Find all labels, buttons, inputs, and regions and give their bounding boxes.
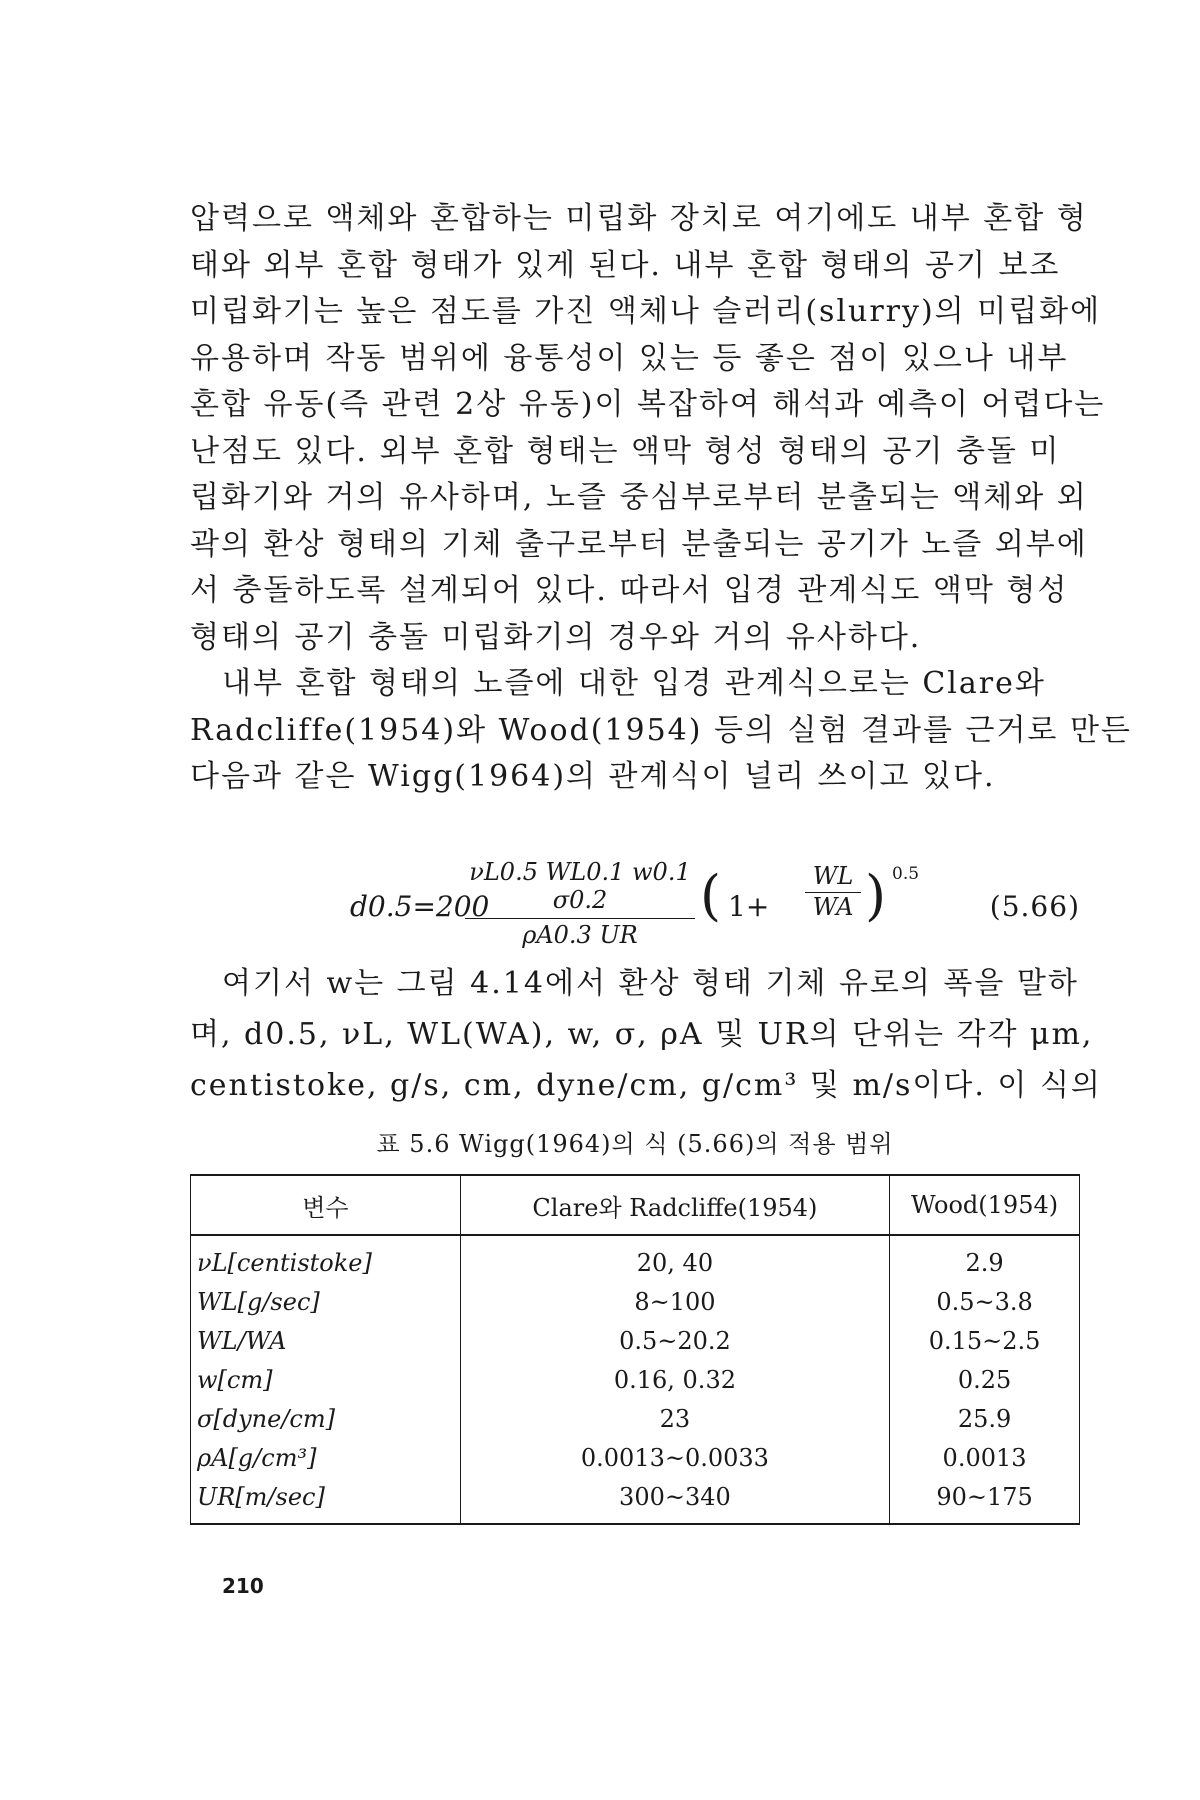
equation-denominator: ρA0.3 UR	[522, 921, 638, 949]
table-row	[191, 1399, 1080, 1438]
cell-clare: 8~100	[460, 1282, 889, 1321]
table-caption: 표 5.6 Wigg(1964)의 식 (5.66)의 적용 범위	[376, 1130, 894, 1158]
table-header-row	[191, 1175, 1080, 1235]
equation-5-66	[190, 858, 1080, 968]
right-paren: )	[865, 864, 887, 927]
header-variable: 변수	[191, 1175, 461, 1235]
cell-variable: νL[centistoke]	[191, 1235, 461, 1282]
cell-variable: σ[dyne/cm]	[191, 1399, 461, 1438]
text-line: 다음과 같은 Wigg(1964)의 관계식이 널리 쓰이고 있다.	[190, 759, 996, 794]
page-number: 210	[222, 1574, 264, 1598]
text-line: 미립화기는 높은 점도를 가진 액체나 슬러리(slurry)의 미립화에	[190, 294, 1102, 329]
table-row	[191, 1321, 1080, 1360]
text-line: 내부 혼합 형태의 노즐에 대한 입경 관계식으로는 Clare와	[222, 666, 1046, 701]
equation-lhs: d0.5=200	[350, 890, 490, 923]
left-paren: (	[700, 864, 722, 927]
equation-one-plus: 1+	[728, 890, 770, 923]
cell-wood: 0.5~3.8	[890, 1282, 1080, 1321]
cell-clare: 0.16, 0.32	[460, 1360, 889, 1399]
cell-wood: 0.25	[890, 1360, 1080, 1399]
cell-clare: 23	[460, 1399, 889, 1438]
inner-denominator: WA	[812, 893, 854, 921]
paragraph-air-assist-atomizer	[190, 196, 1132, 801]
cell-wood: 90~175	[890, 1477, 1080, 1524]
text-line: 압력으로 액체와 혼합하는 미립화 장치로 여기에도 내부 혼합 형	[190, 201, 1088, 236]
text-line: 태와 외부 혼합 형태가 있게 된다. 내부 혼합 형태의 공기 보조	[190, 247, 1061, 283]
cell-wood: 0.0013	[890, 1438, 1080, 1477]
text-line: 립화기와 거의 유사하며, 노즐 중심부로부터 분출되는 액체와 외	[190, 480, 1088, 515]
cell-clare: 20, 40	[460, 1235, 889, 1282]
table-row	[191, 1282, 1080, 1321]
cell-clare: 300~340	[460, 1477, 889, 1524]
text-line: centistoke, g/s, cm, dyne/cm, g/cm³ 및 m/s이다. 이 식의	[190, 1068, 1102, 1103]
cell-wood: 25.9	[890, 1399, 1080, 1438]
cell-clare: 0.5~20.2	[460, 1321, 889, 1360]
equation-inner-fraction	[805, 862, 861, 921]
equation-exponent: 0.5	[892, 864, 920, 884]
cell-variable: w[cm]	[191, 1360, 461, 1399]
text-line: 여기서 w는 그림 4.14에서 환상 형태 기체 유로의 폭을 말하	[222, 966, 1079, 1001]
inner-numerator: WL	[805, 862, 861, 893]
table-row	[191, 1438, 1080, 1477]
text-line: 난점도 있다. 외부 혼합 형태는 액막 형성 형태의 공기 충돌 미	[190, 433, 1061, 469]
cell-variable: WL[g/sec]	[191, 1282, 461, 1321]
cell-variable: ρA[g/cm³]	[191, 1438, 461, 1477]
header-wood: Wood(1954)	[890, 1175, 1080, 1235]
application-range-table	[190, 1174, 1080, 1525]
text-line: Radcliffe(1954)와 Wood(1954) 등의 실험 결과를 근거로 만든	[190, 712, 1132, 748]
text-line: 서 충돌하도록 설계되어 있다. 따라서 입경 관계식도 액막 형성	[190, 573, 1069, 608]
text-line: 혼합 유동(즉 관련 2상 유동)이 복잡하여 해석과 예측이 어렵다는	[190, 387, 1106, 422]
table-row	[191, 1235, 1080, 1282]
text-line: 유용하며 작동 범위에 융통성이 있는 등 좋은 점이 있으나 내부	[190, 340, 1069, 376]
equation-main-fraction	[465, 858, 695, 949]
cell-clare: 0.0013~0.0033	[460, 1438, 889, 1477]
cell-variable: WL/WA	[191, 1321, 461, 1360]
cell-wood: 2.9	[890, 1235, 1080, 1282]
paragraph-units	[190, 958, 1102, 1111]
table-row	[191, 1477, 1080, 1524]
cell-variable: UR[m/sec]	[191, 1477, 461, 1524]
text-line: 곽의 환상 형태의 기체 출구로부터 분출되는 공기가 노즐 외부에	[190, 526, 1088, 562]
equation-numerator: νL0.5 WL0.1 w0.1 σ0.2	[465, 858, 695, 919]
cell-wood: 0.15~2.5	[890, 1321, 1080, 1360]
equation-number: (5.66)	[989, 890, 1080, 923]
text-line: 며, d0.5, νL, WL(WA), w, σ, ρA 및 UR의 단위는 각각 μm,	[190, 1017, 1094, 1052]
header-clare-radcliffe: Clare와 Radcliffe(1954)	[460, 1175, 889, 1235]
text-line: 형태의 공기 충돌 미립화기의 경우와 거의 유사하다.	[190, 619, 922, 655]
table-row	[191, 1360, 1080, 1399]
